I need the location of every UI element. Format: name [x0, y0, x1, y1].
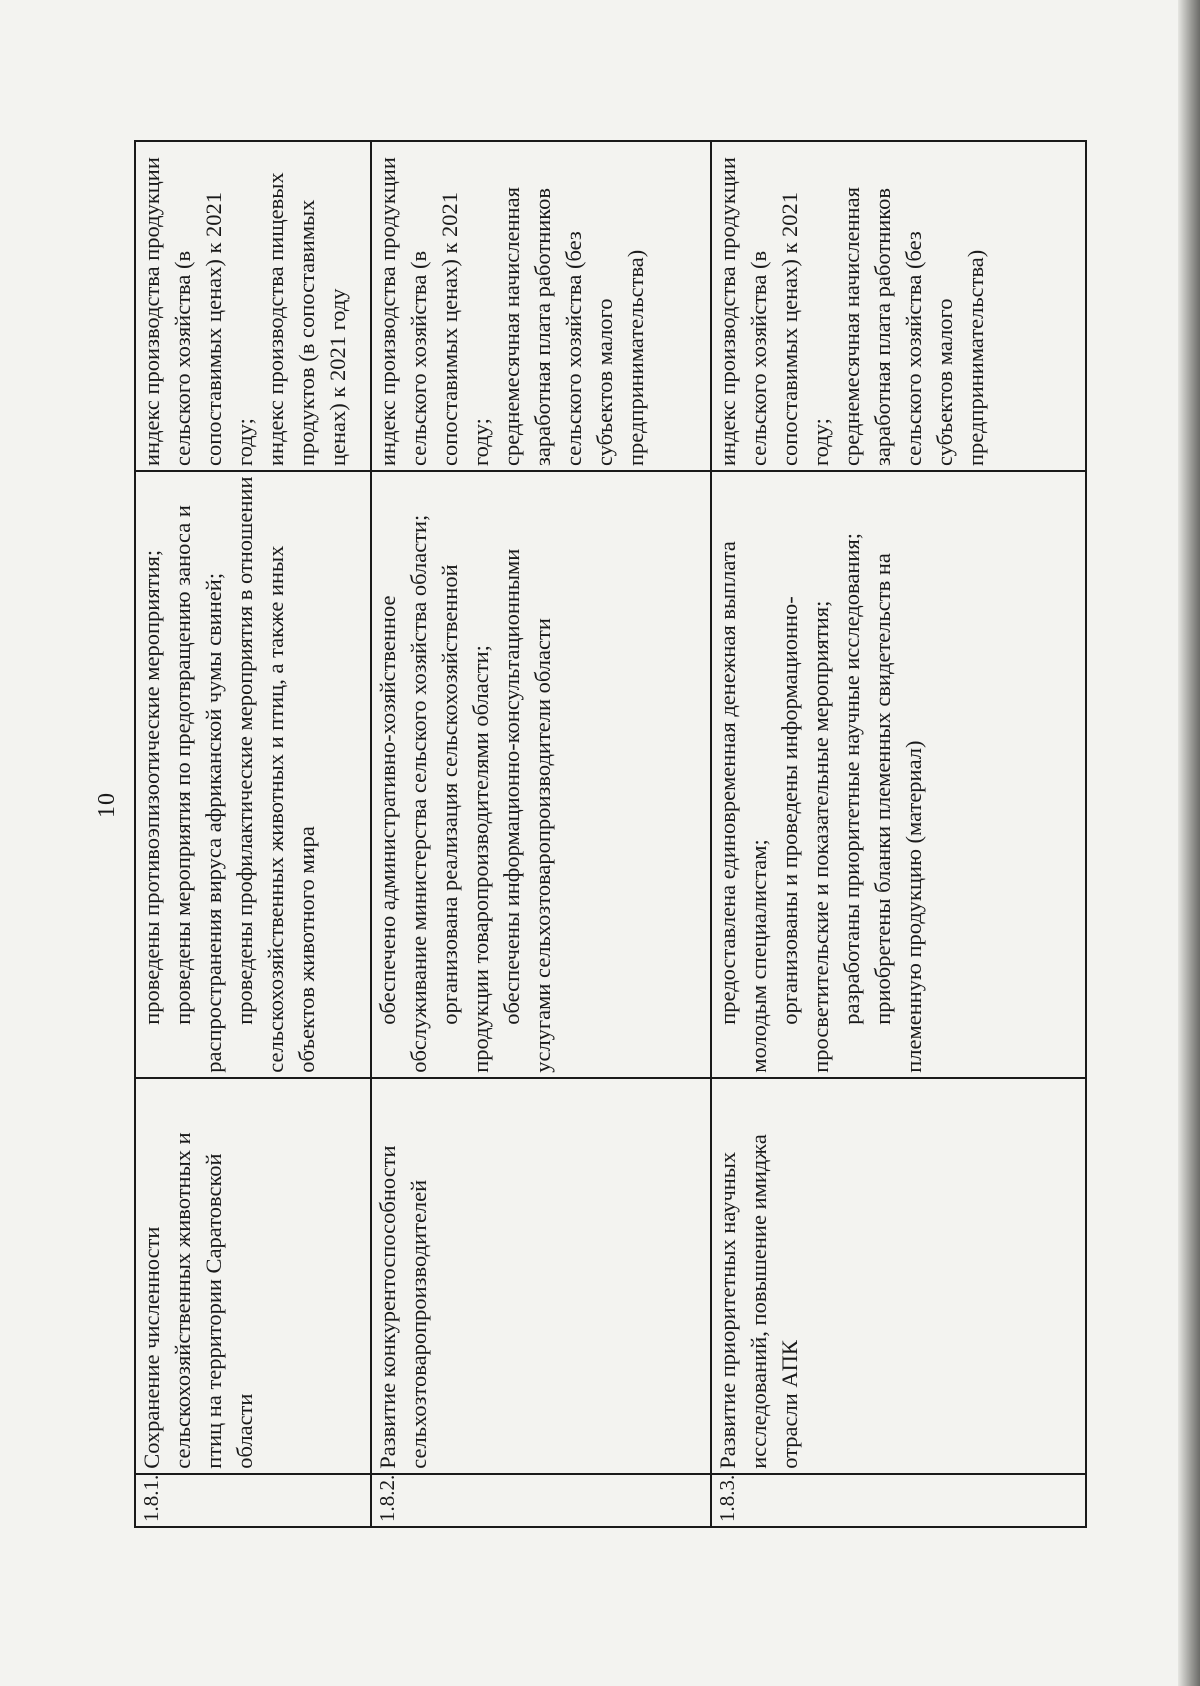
- row-number: 1.8.1.: [135, 1474, 371, 1527]
- activity-item: разработаны приоритетные научные исследования;: [839, 533, 864, 1025]
- row-activities: [371, 471, 711, 1078]
- row-name: Сохранение численности сельскохозяйственных животных и птиц на территории Саратовской области: [135, 1078, 371, 1474]
- row-indicators: [135, 141, 371, 471]
- table-row: [711, 141, 1086, 1527]
- indicator-item: индекс производства продукции сельского хозяйства (в сопоставимых ценах) к 2021 году;: [715, 157, 833, 467]
- table-row: [135, 141, 371, 1527]
- program-table: [134, 140, 1087, 1528]
- indicator-item: среднемесячная начисленная заработная плата работников сельского хозяйства (без субъектов малого предпринимательства): [839, 187, 988, 467]
- row-activities: [711, 471, 1086, 1078]
- activity-item: проведены мероприятия по предотвращению заноса и распространения вируса африканской чумы свиней;: [170, 505, 226, 1073]
- row-indicators: [711, 141, 1086, 471]
- row-number: 1.8.2.: [371, 1474, 711, 1527]
- indicator-item: индекс производства пищевых продуктов (в сопоставимых ценах) к 2021 году: [263, 172, 350, 467]
- activity-item: организованы и проведены информационно-просветительские и показательные мероприятия;: [777, 596, 833, 1073]
- activity-item: проведены противоэпизоотические мероприятия;: [139, 549, 164, 1025]
- activity-item: организована реализация сельскохозяйственной продукции товаропроизводителями области;: [437, 564, 493, 1073]
- row-number: 1.8.3.: [711, 1474, 1086, 1527]
- activity-item: обеспечено административно-хозяйственное обслуживание министерства сельского хозяйства области;: [375, 514, 431, 1073]
- row-name: Развитие приоритетных научных исследований, повышение имиджа отрасли АПК: [711, 1078, 1086, 1474]
- table-row: [371, 141, 711, 1527]
- row-indicators: [371, 141, 711, 471]
- activity-item: обеспечены информационно-консультационными услугами сельхозтоваропроизводители области: [499, 548, 555, 1073]
- indicator-item: индекс производства продукции сельского хозяйства (в сопоставимых ценах) к 2021 году;: [139, 157, 257, 467]
- activity-item: предоставлена единовременная денежная выплата молодым специалистам;: [715, 541, 771, 1073]
- row-name: Развитие конкурентоспособности сельхозтоваропроизводителей: [371, 1078, 711, 1474]
- scan-edge: [1178, 0, 1200, 1686]
- page-number: 10: [94, 792, 120, 818]
- program-table-container: [134, 140, 1085, 1528]
- activity-item: проведены профилактические мероприятия в отношении сельскохозяйственных животных и птиц, а также иных объектов животного мира: [232, 476, 319, 1073]
- activity-item: приобретены бланки племенных свидетельств на племенную продукцию (материал): [870, 553, 926, 1073]
- indicator-item: индекс производства продукции сельского хозяйства (в сопоставимых ценах) к 2021 году;: [375, 157, 493, 467]
- indicator-item: среднемесячная начисленная заработная плата работников сельского хозяйства (без субъектов малого предпринимательства): [499, 187, 648, 467]
- row-activities: [135, 471, 371, 1078]
